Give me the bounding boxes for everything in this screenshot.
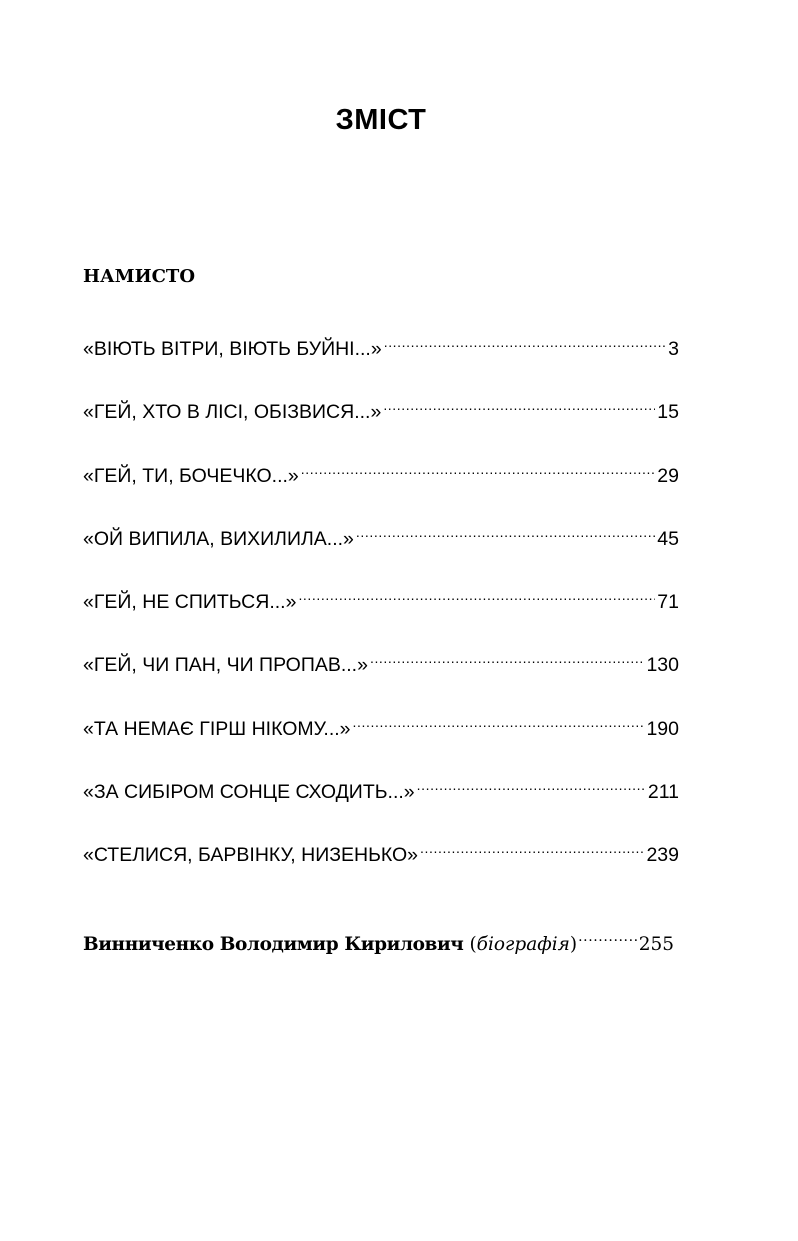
toc-entry-title: «ЗА СИБІРОМ СОНЦЕ СХОДИТЬ...» xyxy=(83,781,415,804)
dot-leader xyxy=(370,641,645,671)
toc-entry[interactable] xyxy=(83,831,679,894)
table-of-contents xyxy=(83,325,679,895)
biography-entry[interactable] xyxy=(83,920,674,960)
close-paren: ) xyxy=(569,934,578,955)
toc-entry[interactable] xyxy=(83,705,679,768)
toc-entry-page: 211 xyxy=(647,781,679,804)
toc-entry[interactable] xyxy=(83,452,679,515)
toc-entry[interactable] xyxy=(83,768,679,831)
toc-entry-page: 15 xyxy=(657,401,679,424)
toc-entry-page: 3 xyxy=(668,338,679,360)
page-title: ЗМІСТ xyxy=(335,104,427,136)
toc-entry[interactable] xyxy=(83,641,679,704)
toc-entry-title: «ГЕЙ, НЕ СПИТЬСЯ...» xyxy=(83,591,297,614)
biography-note: біографія xyxy=(476,934,570,955)
toc-entry-title: «ОЙ ВИПИЛА, ВИХИЛИЛА...» xyxy=(83,527,354,550)
toc-entry-page: 71 xyxy=(657,591,679,614)
toc-entry-page: 239 xyxy=(646,844,679,867)
toc-entry-page: 45 xyxy=(657,527,679,550)
toc-entry[interactable] xyxy=(83,578,679,641)
dot-leader xyxy=(356,515,655,545)
toc-entry-page: 130 xyxy=(646,654,679,677)
open-paren: ( xyxy=(469,934,477,955)
dot-leader xyxy=(383,388,655,418)
biography-page: 255 xyxy=(638,934,674,955)
toc-entry-page: 29 xyxy=(657,464,679,487)
toc-entry-title: «ТА НЕМАЄ ГІРШ НІКОМУ...» xyxy=(83,717,351,740)
dot-leader xyxy=(578,920,639,950)
toc-entry-title: «ГЕЙ, ЧИ ПАН, ЧИ ПРОПАВ...» xyxy=(83,654,368,677)
dot-leader xyxy=(417,768,646,798)
dot-leader xyxy=(353,705,645,735)
biography-author-name: Винниченко Володимир Кирилович xyxy=(83,934,464,955)
section-heading: НАМИСТО xyxy=(83,266,195,287)
toc-entry[interactable] xyxy=(83,515,679,578)
toc-entry[interactable] xyxy=(83,388,679,451)
toc-entry-title: «ГЕЙ, ХТО В ЛІСІ, ОБІЗВИСЯ...» xyxy=(83,401,382,424)
biography-note-group xyxy=(469,930,577,960)
toc-entry-title: «ГЕЙ, ТИ, БОЧЕЧКО...» xyxy=(83,464,299,487)
dot-leader xyxy=(384,325,666,355)
toc-entry[interactable] xyxy=(83,325,679,388)
dot-leader xyxy=(420,831,644,861)
dot-leader xyxy=(301,452,656,482)
dot-leader xyxy=(298,578,655,608)
toc-entry-title: «ВІЮТЬ ВІТРИ, ВІЮТЬ БУЙНІ...» xyxy=(83,338,382,360)
toc-entry-title: «СТЕЛИСЯ, БАРВІНКУ, НИЗЕНЬКО» xyxy=(83,844,419,867)
toc-entry-page: 190 xyxy=(646,717,679,740)
